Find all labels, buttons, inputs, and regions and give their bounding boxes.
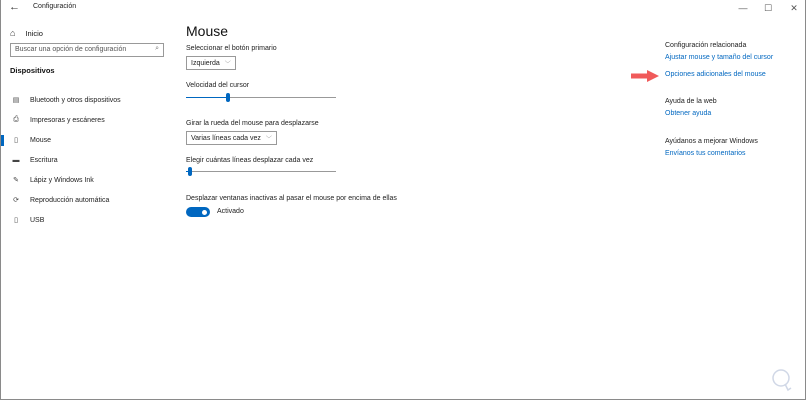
sidebar xyxy=(1,16,166,400)
usb-icon: ▯ xyxy=(14,217,18,224)
close-button[interactable]: ✕ xyxy=(790,3,798,13)
sidebar-item-mouse[interactable] xyxy=(1,130,166,150)
primary-button-label: Seleccionar el botón primario xyxy=(186,45,277,52)
section-title: Dispositivos xyxy=(10,66,55,75)
sidebar-item-label: Mouse xyxy=(30,136,52,144)
toggle-state-label: Activado xyxy=(217,208,244,215)
mouse-icon: ▯ xyxy=(14,137,18,144)
title-bar xyxy=(1,0,806,16)
related-heading: Configuración relacionada xyxy=(665,42,747,49)
inactive-scroll-toggle[interactable] xyxy=(186,207,210,217)
chevron-down-icon: ﹀ xyxy=(265,136,272,143)
wheel-scroll-dropdown[interactable] xyxy=(186,131,277,145)
primary-button-dropdown[interactable] xyxy=(186,56,236,70)
pen-icon: ✎ xyxy=(13,177,19,184)
help-heading: Ayuda de la web xyxy=(665,98,717,105)
sidebar-item-label: Reproducción automática xyxy=(30,196,110,204)
lines-to-scroll-slider[interactable] xyxy=(186,167,336,177)
minimize-button[interactable]: — xyxy=(738,3,748,13)
inactive-scroll-label: Desplazar ventanas inactivas al pasar el mouse por encima de ellas xyxy=(186,195,397,202)
maximize-button[interactable]: ☐ xyxy=(763,3,773,13)
sidebar-item-label: Bluetooth y otros dispositivos xyxy=(30,96,121,104)
send-feedback-link[interactable]: Envíanos tus comentarios xyxy=(665,150,746,157)
window-title: Configuración xyxy=(33,3,77,10)
printer-icon: ⎙ xyxy=(13,116,19,123)
slider-track xyxy=(186,171,336,172)
sidebar-item-usb[interactable] xyxy=(1,210,166,230)
page-title: Mouse xyxy=(186,23,229,39)
red-arrow-annotation-icon xyxy=(631,70,659,82)
slider-thumb[interactable] xyxy=(188,167,192,176)
lines-to-scroll-label: Elegir cuántas líneas desplazar cada vez xyxy=(186,157,314,164)
adjust-mouse-cursor-link[interactable]: Ajustar mouse y tamaño del cursor xyxy=(665,54,774,61)
sidebar-item-label: USB xyxy=(30,216,45,224)
sidebar-nav xyxy=(1,90,166,230)
chevron-down-icon: ﹀ xyxy=(224,61,231,68)
wheel-scroll-value: Varias líneas cada vez xyxy=(191,134,261,142)
home-icon: ⌂ xyxy=(10,28,16,38)
search-icon[interactable]: ⌕ xyxy=(155,45,159,52)
autoplay-icon: ⟳ xyxy=(13,197,19,204)
sidebar-item-autoplay[interactable] xyxy=(1,190,166,210)
back-arrow-icon[interactable]: ← xyxy=(9,1,20,13)
sidebar-item-label: Lápiz y Windows Ink xyxy=(30,176,94,184)
home-link[interactable] xyxy=(10,28,43,38)
cursor-speed-slider[interactable] xyxy=(186,93,336,103)
home-label: Inicio xyxy=(25,28,43,38)
feedback-heading: Ayúdanos a mejorar Windows xyxy=(665,138,758,145)
keyboard-icon: ▬ xyxy=(12,156,20,164)
additional-mouse-options-link[interactable]: Opciones adicionales del mouse xyxy=(665,71,766,78)
sidebar-item-pen[interactable] xyxy=(1,170,166,190)
slider-fill xyxy=(186,97,228,98)
primary-button-value: Izquierda xyxy=(191,59,220,67)
sidebar-item-typing[interactable] xyxy=(1,150,166,170)
sidebar-item-label: Escritura xyxy=(30,156,58,164)
watermark-icon xyxy=(771,368,793,394)
sidebar-item-printers[interactable] xyxy=(1,110,166,130)
search-placeholder: Buscar una opción de configuración xyxy=(15,46,127,53)
slider-thumb[interactable] xyxy=(226,93,230,102)
wheel-scroll-label: Girar la rueda del mouse para desplazarse xyxy=(186,120,319,127)
get-help-link[interactable]: Obtener ayuda xyxy=(665,110,712,117)
bluetooth-devices-icon: ▤ xyxy=(12,97,20,104)
sidebar-item-label: Impresoras y escáneres xyxy=(30,116,105,124)
search-input[interactable] xyxy=(10,43,164,57)
cursor-speed-label: Velocidad del cursor xyxy=(186,82,250,89)
sidebar-item-bluetooth[interactable] xyxy=(1,90,166,110)
